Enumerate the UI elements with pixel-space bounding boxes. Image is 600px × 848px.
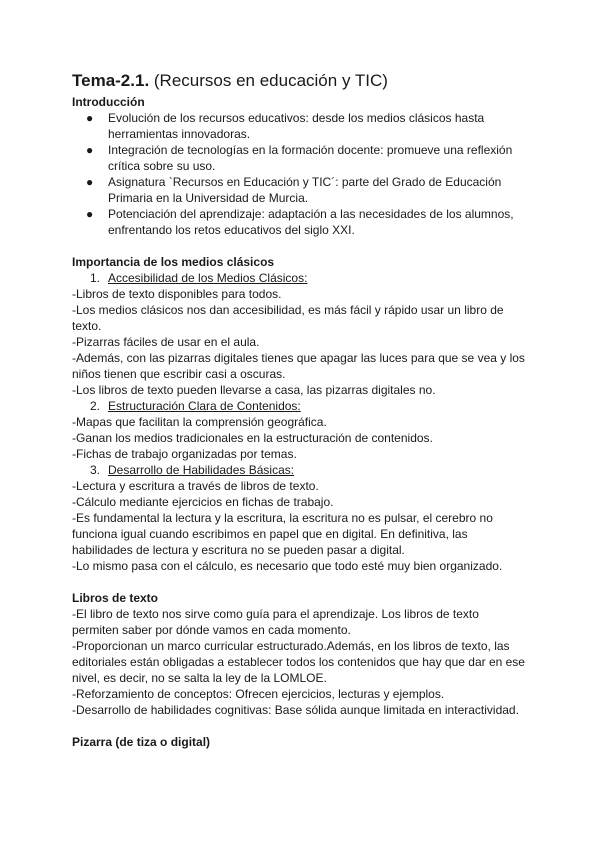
libros-section [72,590,528,718]
paragraph-line: -Mapas que facilitan la comprensión geográfica. [72,415,327,429]
item-number: 2. [90,399,101,413]
intro-bullet-list [72,110,528,238]
numbered-item-1 [72,270,528,286]
list-item-text: Integración de tecnologías en la formación docente: promueve una reflexión crítica sobre su uso. [108,143,513,173]
page-title [72,70,528,92]
paragraph-line: -Cálculo mediante ejercicios en fichas de trabajo. [72,495,334,509]
intro-section [72,94,528,238]
item-title: Estructuración Clara de Contenidos: [108,399,301,413]
list-item [72,174,528,206]
list-item-text: Asignatura `Recursos en Educación y TIC´: parte del Grado de Educación Primaria en la Universidad de Murcia. [108,175,502,205]
paragraph-line: -Libros de texto disponibles para todos. [72,287,282,301]
paragraph-line: -Proporcionan un marco curricular estructurado.Además, en los libros de texto, las editoriales están obligadas a establecer todos los contenidos que hay que dar en ese nivel, es decir, no se salta la ley de la LOMLOE. [72,639,525,685]
list-item-text: Evolución de los recursos educativos: desde los medios clásicos hasta herramientas innovadoras. [108,111,485,141]
item-title: Accesibilidad de los Medios Clásicos: [108,271,308,285]
paragraph-line: -El libro de texto nos sirve como guía para el aprendizaje. Los libros de texto permiten saber por dónde vamos en cada momento. [72,607,479,637]
numbered-item-2 [72,398,528,414]
importance-section [72,254,528,574]
paragraph-line: -Lo mismo pasa con el cálculo, es necesario que todo esté muy bien organizado. [72,559,503,573]
bullet-icon: ● [86,207,94,221]
bullet-icon: ● [86,143,94,157]
paragraph-line: -Los medios clásicos nos dan accesibilidad, es más fácil y rápido usar un libro de texto. [72,303,504,333]
importance-heading: Importancia de los medios clásicos [72,255,275,269]
item-number: 3. [90,463,101,477]
numbered-item-3 [72,462,528,478]
paragraph-line: -Reforzamiento de conceptos: Ofrecen ejercicios, lecturas y ejemplos. [72,687,445,701]
bullet-icon: ● [86,111,94,125]
bullet-icon: ● [86,175,94,189]
paragraph-line: -Es fundamental la lectura y la escritura, la escritura no es pulsar, el cerebro no funciona igual cuando escribimos en papel que en digital. En definitiva, las habilidades de lectura y escritura no se pueden pasar a digital. [72,511,493,557]
pizarra-heading: Pizarra (de tiza o digital) [72,735,211,749]
paragraph-line: -Lectura y escritura a través de libros de texto. [72,479,319,493]
paragraph-line: -Fichas de trabajo organizadas por temas. [72,447,297,461]
paragraph-line: -Desarrollo de habilidades cognitivas: Base sólida aunque limitada en interactividad. [72,703,519,717]
intro-heading: Introducción [72,95,145,109]
paragraph-line: -Ganan los medios tradicionales en la estructuración de contenidos. [72,431,433,445]
list-item [72,206,528,238]
pizarra-section [72,734,528,750]
list-item-text: Potenciación del aprendizaje: adaptación a las necesidades de los alumnos, enfrentando los retos educativos del siglo XXI. [108,207,514,237]
item-number: 1. [90,271,101,285]
item-title: Desarrollo de Habilidades Básicas: [108,463,295,477]
list-item [72,142,528,174]
title-text: (Recursos en educación y TIC) [149,71,388,90]
document-page [72,70,528,750]
paragraph-line: -Los libros de texto pueden llevarse a casa, las pizarras digitales no. [72,383,436,397]
libros-heading: Libros de texto [72,591,159,605]
paragraph-line: -Pizarras fáciles de usar en el aula. [72,335,260,349]
list-item [72,110,528,142]
paragraph-line: -Además, con las pizarras digitales tienes que apagar las luces para que se vea y los niños tienen que escribir casi a oscuras. [72,351,525,381]
title-number: Tema-2.1. [72,71,150,90]
